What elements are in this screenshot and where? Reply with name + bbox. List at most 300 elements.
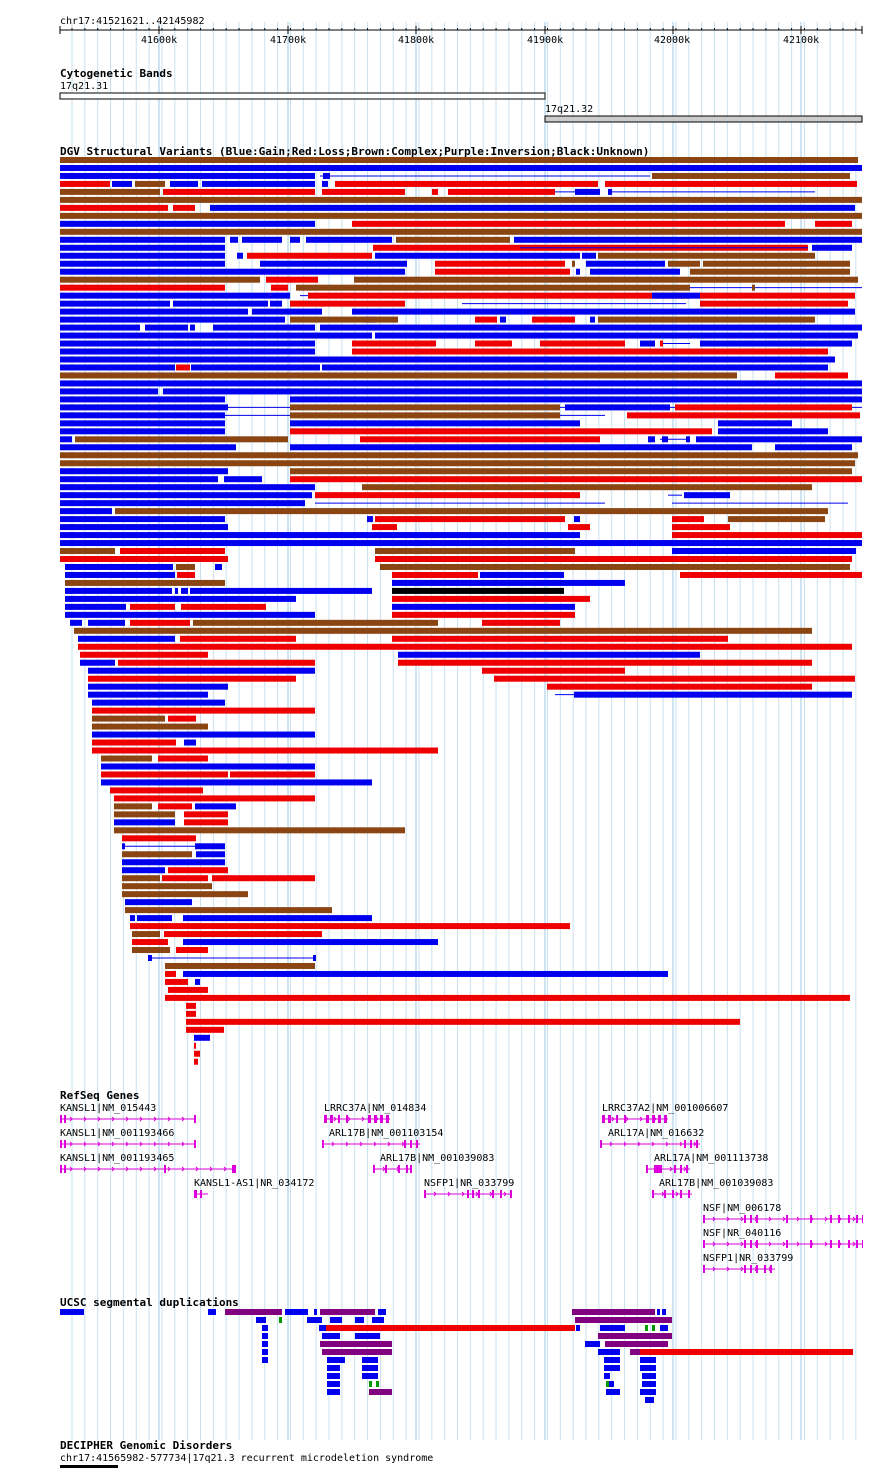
dgv-variant — [196, 851, 225, 857]
dgv-variant — [132, 939, 168, 945]
dgv-variant — [271, 285, 288, 291]
segdup-block — [598, 1333, 672, 1339]
dgv-variant — [80, 660, 115, 666]
dgv-variant — [122, 851, 192, 857]
dgv-variant — [173, 205, 195, 211]
gene-exon — [830, 1240, 832, 1248]
dgv-variant — [122, 867, 165, 873]
segdup-block — [642, 1373, 656, 1379]
segdup-block — [314, 1309, 317, 1315]
dgv-variant — [88, 676, 296, 682]
dgv-variant — [290, 317, 398, 323]
gene-exon — [398, 1165, 400, 1173]
dgv-variant — [605, 181, 857, 187]
dgv-variant — [290, 476, 862, 482]
dgv-variant — [175, 588, 178, 594]
dgv-variant — [122, 875, 160, 881]
dgv-variant — [92, 716, 165, 722]
dgv-variant — [195, 843, 225, 849]
dgv-variant — [212, 875, 315, 881]
gene-exon — [810, 1215, 812, 1223]
dgv-variant — [176, 364, 190, 370]
gene-exon — [652, 1190, 654, 1198]
dgv-variant — [60, 189, 160, 195]
dgv-variant — [173, 301, 268, 307]
dgv-variant — [60, 181, 110, 187]
gene-label[interactable]: NSF|NM_006178 — [703, 1203, 782, 1214]
ruler-tick-label: 42100k — [783, 35, 820, 46]
segdup-block — [362, 1357, 378, 1363]
dgv-variant — [432, 189, 438, 195]
dgv-variant — [176, 564, 195, 570]
segdup-block — [575, 1317, 672, 1323]
segdup-block — [572, 1309, 655, 1315]
segdup-block — [330, 1317, 342, 1323]
dgv-variant — [60, 341, 315, 347]
dgv-variant — [130, 915, 135, 921]
dgv-variant — [60, 532, 580, 538]
gene-exon — [703, 1240, 705, 1248]
dgv-variant — [60, 516, 225, 522]
gene-exon — [830, 1215, 832, 1223]
dgv-variant — [352, 221, 785, 227]
dgv-variant — [114, 811, 175, 817]
gene-label[interactable]: ARL17A|NM_001113738 — [654, 1153, 769, 1164]
gene-label[interactable]: KANSL1-AS1|NR_034172 — [194, 1178, 315, 1189]
dgv-variant — [718, 420, 792, 426]
gene-exon — [410, 1165, 412, 1173]
dgv-variant — [237, 253, 243, 259]
gene-label[interactable]: KANSL1|NM_001193466 — [60, 1128, 175, 1139]
segdup-block — [262, 1357, 268, 1363]
gene-exon — [744, 1215, 746, 1223]
gene-exon — [194, 1115, 196, 1123]
dgv-variant — [60, 277, 260, 283]
dgv-variant — [122, 835, 196, 841]
dgv-variant — [114, 795, 315, 801]
gene-exon — [862, 1240, 863, 1248]
dgv-variant — [608, 189, 612, 195]
gene-exon — [688, 1190, 690, 1198]
dgv-variant — [668, 261, 700, 267]
gene-exon — [386, 1115, 389, 1123]
segdup-block — [319, 1325, 326, 1331]
dgv-variant — [88, 620, 125, 626]
dgv-track — [60, 157, 862, 1065]
dgv-variant — [112, 181, 132, 187]
dgv-variant — [322, 364, 828, 370]
dgv-variant — [194, 1059, 198, 1065]
dgv-variant — [322, 189, 405, 195]
segdup-block — [640, 1365, 656, 1371]
dgv-variant — [565, 404, 670, 410]
segdup-block — [256, 1317, 266, 1323]
dgv-variant — [354, 277, 858, 283]
dgv-variant — [74, 628, 812, 634]
dgv-variant — [158, 803, 192, 809]
gene-exon — [680, 1165, 682, 1173]
segdup-block — [642, 1381, 656, 1387]
dgv-variant — [125, 907, 332, 913]
dgv-variant — [590, 317, 595, 323]
dgv-variant — [540, 341, 625, 347]
dgv-variant — [703, 261, 850, 267]
dgv-variant — [700, 301, 848, 307]
dgv-variant — [194, 1035, 210, 1041]
dgv-variant — [662, 436, 668, 442]
dgv-variant — [60, 165, 862, 171]
gene-label[interactable]: ARL17B|NM_001039083 — [380, 1153, 495, 1164]
segdup-block — [378, 1309, 386, 1315]
dgv-variant — [60, 213, 862, 219]
dgv-variant — [122, 859, 225, 865]
gene-label[interactable]: NSF|NR_040116 — [703, 1228, 782, 1239]
segdup-block — [600, 1325, 625, 1331]
segdup-block — [372, 1317, 384, 1323]
gene-exon — [862, 1215, 863, 1223]
dgv-variant — [775, 444, 852, 450]
gene-exon — [684, 1140, 686, 1148]
dgv-variant — [375, 253, 580, 259]
dgv-variant — [696, 436, 862, 442]
dgv-variant — [114, 827, 405, 833]
dgv-variant — [684, 492, 730, 498]
dgv-variant — [60, 484, 315, 490]
dgv-variant — [728, 516, 825, 522]
dgv-variant — [812, 245, 852, 251]
gene-exon — [330, 1115, 333, 1123]
dgv-variant — [60, 237, 225, 243]
dgv-variant — [184, 811, 228, 817]
gene-exon — [200, 1190, 202, 1198]
gene-exon — [664, 1115, 667, 1123]
dgv-variant — [60, 269, 405, 275]
ruler-tick-label: 42000k — [654, 35, 691, 46]
segdup-block — [322, 1333, 340, 1339]
dgv-variant — [320, 325, 862, 331]
dgv-title[interactable]: DGV Structural Variants (Blue:Gain;Red:Loss;Brown:Complex;Purple:Inversion;Black:Unknown) — [60, 145, 650, 158]
dgv-variant — [125, 899, 192, 905]
gene-exon — [646, 1115, 649, 1123]
dgv-variant — [686, 436, 690, 442]
dgv-variant — [132, 931, 160, 937]
segdup-block — [376, 1381, 379, 1387]
dgv-variant — [60, 285, 225, 291]
dgv-variant — [60, 548, 115, 554]
dgv-variant — [398, 652, 700, 658]
dgv-variant — [101, 771, 228, 777]
dgv-variant — [194, 1051, 200, 1057]
gene-exon — [786, 1240, 788, 1248]
dgv-variant — [158, 756, 208, 762]
dgv-variant — [194, 1043, 196, 1049]
dgv-variant — [92, 748, 438, 754]
dgv-variant — [88, 692, 208, 698]
dgv-variant — [360, 436, 600, 442]
dgv-variant — [306, 237, 392, 243]
segdup-block — [362, 1373, 378, 1379]
dgv-variant — [313, 955, 316, 961]
refseq-track — [60, 1115, 863, 1273]
segdup-block — [327, 1365, 340, 1371]
gene-label[interactable]: KANSL1|NM_001193465 — [60, 1153, 175, 1164]
gene-exon — [338, 1115, 340, 1123]
dgv-variant — [60, 428, 225, 434]
gene-exon — [404, 1140, 406, 1148]
segdup-block — [662, 1309, 666, 1315]
dgv-variant — [514, 237, 862, 243]
gene-label[interactable]: LRRC37A|NM_014834 — [324, 1103, 427, 1114]
dgv-variant — [202, 181, 315, 187]
dgv-variant — [162, 875, 208, 881]
dgv-variant — [672, 532, 862, 538]
gene-exon — [658, 1115, 661, 1123]
dgv-variant — [65, 564, 173, 570]
gene-exon — [838, 1240, 840, 1248]
dgv-variant — [367, 516, 373, 522]
dgv-variant — [213, 325, 315, 331]
dgv-variant — [230, 237, 238, 243]
dgv-variant — [195, 803, 236, 809]
dgv-variant — [78, 644, 852, 650]
dgv-variant — [398, 660, 812, 666]
dgv-variant — [335, 181, 598, 187]
dgv-variant — [572, 261, 575, 267]
dgv-variant — [210, 205, 855, 211]
segdup-block — [606, 1381, 609, 1387]
dgv-variant — [195, 979, 200, 985]
dgv-variant — [60, 349, 315, 355]
dgv-variant — [60, 372, 737, 378]
gene-exon — [764, 1265, 766, 1273]
dgv-variant — [290, 404, 560, 410]
dgv-variant — [308, 293, 690, 299]
dgv-variant — [60, 325, 140, 331]
dgv-variant — [80, 652, 208, 658]
dgv-variant — [392, 588, 564, 594]
gene-exon — [750, 1240, 752, 1248]
gene-label[interactable]: KANSL1|NM_015443 — [60, 1103, 157, 1114]
dgv-variant — [590, 269, 680, 275]
decipher-track — [60, 1465, 118, 1468]
dgv-variant — [101, 763, 315, 769]
segdup-block — [262, 1349, 268, 1355]
segdup-block — [327, 1389, 340, 1395]
gene-exon — [624, 1115, 626, 1123]
dgv-variant — [118, 660, 315, 666]
ruler-tick-label: 41800k — [398, 35, 435, 46]
segdup-block — [640, 1349, 853, 1355]
dgv-variant — [323, 173, 330, 179]
gene-exon — [374, 1115, 377, 1123]
gene-exon — [703, 1215, 705, 1223]
dgv-variant — [60, 221, 315, 227]
dgv-variant — [60, 253, 225, 259]
dgv-variant — [482, 668, 625, 674]
segdup-block — [355, 1333, 380, 1339]
gene-label[interactable]: NSFP1|NR_033799 — [424, 1178, 515, 1189]
dgv-variant — [494, 676, 855, 682]
dgv-variant — [215, 564, 222, 570]
segdup-block — [307, 1317, 322, 1323]
dgv-variant — [60, 388, 158, 394]
gene-label[interactable]: ARL17B|NM_001039083 — [659, 1178, 774, 1189]
dgv-variant — [375, 516, 565, 522]
segdup-block — [660, 1325, 668, 1331]
gene-exon — [322, 1140, 324, 1148]
dgv-variant — [168, 987, 208, 993]
dgv-variant — [114, 819, 175, 825]
dgv-variant — [181, 588, 188, 594]
cytobands-title[interactable]: Cytogenetic Bands — [60, 67, 173, 80]
dgv-variant — [101, 779, 372, 785]
dgv-variant — [181, 604, 266, 610]
gene-exon — [602, 1115, 605, 1123]
dgv-variant — [660, 341, 663, 347]
dgv-variant — [60, 436, 72, 442]
gene-exon — [856, 1240, 858, 1248]
dgv-variant — [352, 341, 436, 347]
gene-exon — [608, 1115, 611, 1123]
gene-exon — [703, 1265, 705, 1273]
dgv-variant — [92, 708, 315, 714]
dgv-variant — [165, 979, 188, 985]
decipher-feature-label[interactable]: chr17:41565982-577734|17q21.3 recurrent microdeletion syndrome — [60, 1453, 434, 1464]
dgv-variant — [290, 412, 400, 418]
dgv-variant — [435, 261, 565, 267]
dgv-variant — [130, 604, 175, 610]
dgv-variant — [60, 444, 236, 450]
dgv-variant — [60, 396, 225, 402]
segdup-title[interactable]: UCSC segmental duplications — [60, 1296, 239, 1309]
dgv-variant — [396, 237, 510, 243]
gene-exon — [232, 1165, 236, 1173]
dgv-variant — [290, 301, 405, 307]
dgv-variant — [815, 221, 852, 227]
dgv-variant — [752, 285, 755, 291]
ruler-tick-label: 41900k — [527, 35, 564, 46]
gene-exon — [690, 1140, 692, 1148]
dgv-variant — [120, 548, 225, 554]
gene-exon — [478, 1190, 480, 1198]
gene-exon — [194, 1190, 197, 1198]
refseq-title[interactable]: RefSeq Genes — [60, 1089, 140, 1102]
gene-exon — [492, 1190, 494, 1198]
dgv-variant — [482, 620, 560, 626]
segdup-block — [362, 1365, 378, 1371]
dgv-variant — [165, 995, 850, 1001]
dgv-variant — [60, 500, 305, 506]
dgv-variant — [65, 612, 315, 618]
dgv-variant — [122, 843, 125, 849]
dgv-variant — [122, 883, 212, 889]
dgv-variant — [60, 524, 228, 530]
dgv-variant — [183, 939, 438, 945]
gene-exon — [756, 1240, 758, 1248]
dgv-variant — [648, 436, 655, 442]
gene-exon — [770, 1265, 772, 1273]
dgv-variant — [114, 803, 152, 809]
dgv-variant — [598, 253, 815, 259]
gene-exon — [856, 1215, 858, 1223]
dgv-variant — [60, 205, 168, 211]
dgv-variant — [352, 349, 828, 355]
gene-exon — [64, 1115, 66, 1123]
dgv-variant — [586, 261, 665, 267]
segdup-block — [60, 1309, 84, 1315]
segdup-block — [605, 1341, 668, 1347]
dgv-variant — [322, 181, 328, 187]
dgv-variant — [392, 572, 478, 578]
dgv-variant — [137, 915, 172, 921]
segdup-block — [604, 1373, 610, 1379]
dgv-variant — [191, 364, 320, 370]
dgv-variant — [60, 452, 858, 458]
dgv-variant — [690, 269, 850, 275]
gene-label[interactable]: ARL17A|NM_016632 — [608, 1128, 705, 1139]
dgv-variant — [65, 604, 126, 610]
dgv-variant — [296, 285, 690, 291]
decipher-feature-bar — [60, 1465, 118, 1468]
gene-exon — [848, 1215, 850, 1223]
dgv-variant — [448, 189, 555, 195]
gene-label[interactable]: ARL17B|NM_001103154 — [329, 1128, 444, 1139]
gene-label[interactable]: LRRC37A2|NM_001006607 — [602, 1103, 729, 1114]
dgv-variant — [375, 333, 858, 339]
gene-exon — [472, 1190, 474, 1198]
gene-exon — [652, 1115, 655, 1123]
segdup-block — [576, 1325, 580, 1331]
segdup-block — [606, 1389, 620, 1395]
cytoband-label: 17q21.32 — [545, 104, 594, 115]
dgv-variant — [380, 564, 850, 570]
dgv-variant — [132, 947, 170, 953]
dgv-variant — [168, 867, 228, 873]
dgv-variant — [568, 524, 590, 530]
gene-label[interactable]: NSFP1|NR_033799 — [703, 1253, 794, 1264]
ruler-tick-label: 41600k — [141, 35, 178, 46]
dgv-variant — [130, 620, 190, 626]
dgv-variant — [290, 428, 712, 434]
dgv-variant — [135, 181, 165, 187]
segdup-block — [322, 1349, 392, 1355]
dgv-variant — [362, 484, 812, 490]
dgv-variant — [148, 955, 152, 961]
gene-exon — [324, 1115, 327, 1123]
gene-exon — [646, 1165, 648, 1173]
segdup-block — [327, 1373, 340, 1379]
gene-exon — [750, 1265, 752, 1273]
gene-exon — [696, 1140, 698, 1148]
dgv-variant — [700, 293, 855, 299]
gene-exon — [674, 1165, 676, 1173]
dgv-variant — [145, 325, 188, 331]
decipher-title[interactable]: DECIPHER Genomic Disorders — [60, 1439, 233, 1452]
dgv-variant — [65, 596, 296, 602]
cytoband-label: 17q21.31 — [60, 81, 109, 92]
segdup-block — [640, 1389, 656, 1395]
dgv-variant — [224, 476, 262, 482]
dgv-variant — [88, 684, 228, 690]
dgv-variant — [186, 1011, 196, 1017]
dgv-variant — [547, 684, 812, 690]
dgv-variant — [290, 237, 300, 243]
dgv-variant — [270, 301, 282, 307]
gene-exon — [810, 1240, 812, 1248]
dgv-variant — [290, 396, 862, 402]
dgv-variant — [598, 317, 815, 323]
dgv-variant — [78, 636, 175, 642]
